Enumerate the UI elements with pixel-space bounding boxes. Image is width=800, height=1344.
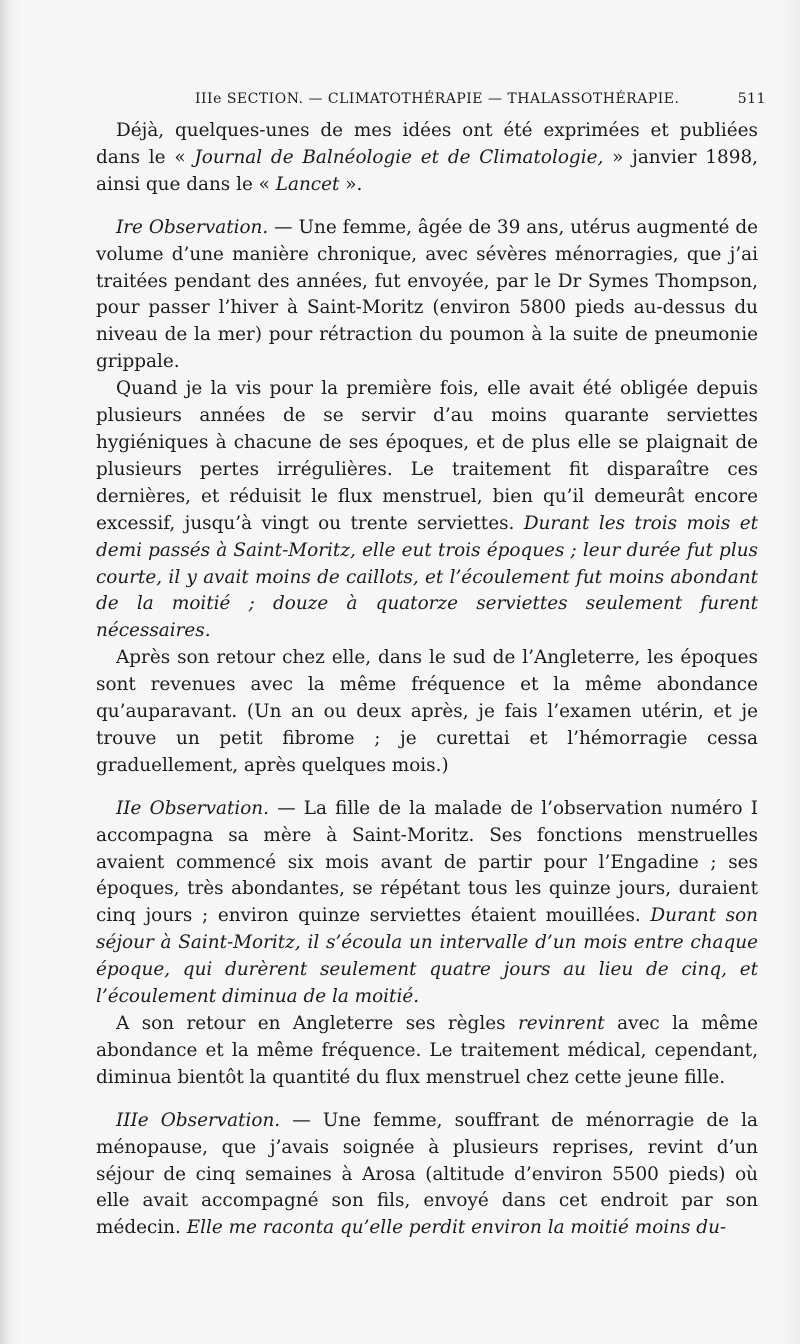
page-number: 511 [737,91,766,107]
observation-3-paragraph: IIIe Observation. — Une femme, souffrant de ménorragie de la ménopause, que j’avais soignée à plusieurs reprises, revint d’un séjour de cinq semaines à Arosa (altitude d’environ 5500 pieds) où elle avait accompagné son fils, envoyé dans cet endroit par son médecin. Elle me raconta qu’elle perdit environ la moitié moins du- [96,1109,759,1239]
intro-paragraph: Déjà, quelques-unes de mes idées ont été exprimées et publiées dans le « Journal de Balnéologie et de Climatologie, » janvier 1898, ainsi que dans le « Lancet ». [96,120,758,195]
observation-1-paragraph: Ire Observation. — Une femme, âgée de 39 ans, utérus augmenté de volume d’une manière chronique, avec sévères ménorragies, que j’ai traitées pendant des années, fut envoyée, par le Dr Symes Thompson, pour passer l’hiver à Saint-Moritz (environ 5800 pieds au-dessus du niveau de la mer) pour rétraction du poumon à la suite de pneumonie grippale. [96,216,758,373]
observation-1-continuation: Quand je la vis pour la première fois, elle avait été obligée depuis plusieurs années de se servir d’au moins quarante serviettes hygiéniques à chacune de ses époques, et de plus elle se plaignait de plusieurs pertes irrégulières. Le traitement fit disparaître ces dernières, et réduisit le flux menstruel, bien qu’il demeurât encore excessif, jusqu’à vingt ou trente serviettes. Durant les trois mois et demi passés à Saint-Moritz, elle eut trois époques ; leur durée fut plus courte, il y avait moins de caillots, et l’écoulement fut moins abondant de la moitié ; douze à quatorze serviettes seulement furent nécessaires. [96,378,759,642]
observation-2-label: IIe Observation. [116,797,269,819]
observation-2-continuation: A son retour en Angleterre ses règles revinrent avec la même abondance et la même fréquence. Le traitement médical, cependant, diminua bientôt la quantité du flux menstruel chez cette jeune fille. [96,1013,758,1088]
body-text [96,118,758,1242]
journal-title: Journal de Balnéologie et de Climatologie, [194,146,604,168]
lancet-title: Lancet [275,173,340,195]
running-header [195,91,766,113]
observation-3-label: IIIe Observation. [116,1109,281,1131]
observation-1-label: Ire Observation. [116,216,269,238]
section-title: IIIe SECTION. — CLIMATOTHÉRAPIE — THALASSOTHÉRAPIE. [195,91,680,107]
observation-1-followup: Après son retour chez elle, dans le sud de l’Angleterre, les époques sont revenues avec la même fréquence et la même abondance qu’auparavant. (Un an ou deux après, je fais l’examen utérin, et je trouve un petit fibrome ; je curettai et l’hémorragie cessa graduellement, après quelques mois.) [96,647,758,776]
observation-2-paragraph: IIe Observation. — La fille de la malade de l’observation numéro I accompagna sa mère à Saint-Moritz. Ses fonctions menstruelles avaient commencé six mois avant de partir pour l’Engadine ; ses époques, très abondantes, se répétant tous les quinze jours, duraient cinq jours ; environ quinze serviettes étaient mouillées. Durant son séjour à Saint-Moritz, il s’écoula un intervalle d’un mois entre chaque époque, qui durèrent seulement quatre jours au lieu de cinq, et l’écoulement diminua de la moitié. [96,797,759,1008]
